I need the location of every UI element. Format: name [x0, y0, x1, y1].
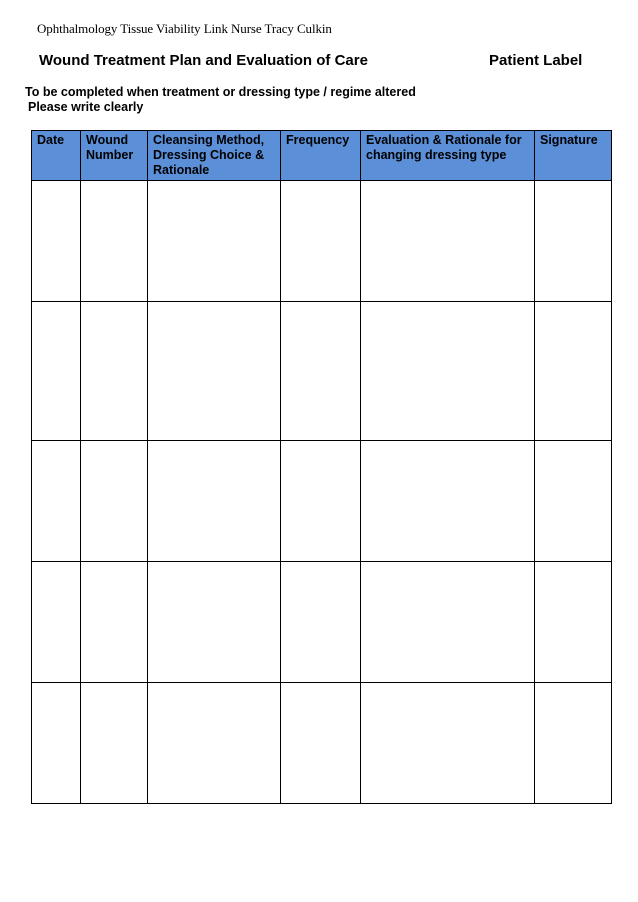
table-row: [32, 302, 612, 441]
table-row: [32, 181, 612, 302]
evaluation-cell[interactable]: [361, 683, 535, 804]
cleansing-method-cell[interactable]: [148, 441, 281, 562]
evaluation-cell[interactable]: [361, 562, 535, 683]
cleansing-method-cell[interactable]: [148, 683, 281, 804]
form-title: Wound Treatment Plan and Evaluation of Care: [39, 52, 368, 69]
cleansing-method-cell[interactable]: [148, 562, 281, 683]
wound-number-cell[interactable]: [81, 441, 148, 562]
patient-label: Patient Label: [489, 52, 583, 69]
evaluation-cell[interactable]: [361, 302, 535, 441]
table-row: [32, 441, 612, 562]
date-cell[interactable]: [32, 441, 81, 562]
wound-number-cell[interactable]: [81, 683, 148, 804]
treatment-plan-table: [31, 130, 612, 804]
column-header-cleansing-method: Cleansing Method, Dressing Choice & Rationale: [148, 131, 281, 181]
department-header: Ophthalmology Tissue Viability Link Nurse Tracy Culkin: [37, 21, 332, 36]
cleansing-method-cell[interactable]: [148, 302, 281, 441]
column-header-wound-number: Wound Number: [81, 131, 148, 181]
frequency-cell[interactable]: [281, 683, 361, 804]
date-cell[interactable]: [32, 302, 81, 441]
wound-number-cell[interactable]: [81, 302, 148, 441]
date-cell[interactable]: [32, 562, 81, 683]
frequency-cell[interactable]: [281, 562, 361, 683]
frequency-cell[interactable]: [281, 302, 361, 441]
instruction-write-clearly: Please write clearly: [28, 100, 144, 114]
signature-cell[interactable]: [535, 562, 612, 683]
column-header-frequency: Frequency: [281, 131, 361, 181]
evaluation-cell[interactable]: [361, 181, 535, 302]
date-cell[interactable]: [32, 181, 81, 302]
column-header-evaluation: Evaluation & Rationale for changing dressing type: [361, 131, 535, 181]
table-row: [32, 683, 612, 804]
evaluation-cell[interactable]: [361, 441, 535, 562]
wound-number-cell[interactable]: [81, 181, 148, 302]
signature-cell[interactable]: [535, 441, 612, 562]
date-cell[interactable]: [32, 683, 81, 804]
instruction-text: To be completed when treatment or dressing type / regime altered: [25, 85, 416, 99]
frequency-cell[interactable]: [281, 181, 361, 302]
table-header-row: [32, 131, 612, 181]
frequency-cell[interactable]: [281, 441, 361, 562]
wound-number-cell[interactable]: [81, 562, 148, 683]
table-row: [32, 562, 612, 683]
signature-cell[interactable]: [535, 683, 612, 804]
column-header-signature: Signature: [535, 131, 612, 181]
signature-cell[interactable]: [535, 302, 612, 441]
cleansing-method-cell[interactable]: [148, 181, 281, 302]
column-header-date: Date: [32, 131, 81, 181]
signature-cell[interactable]: [535, 181, 612, 302]
